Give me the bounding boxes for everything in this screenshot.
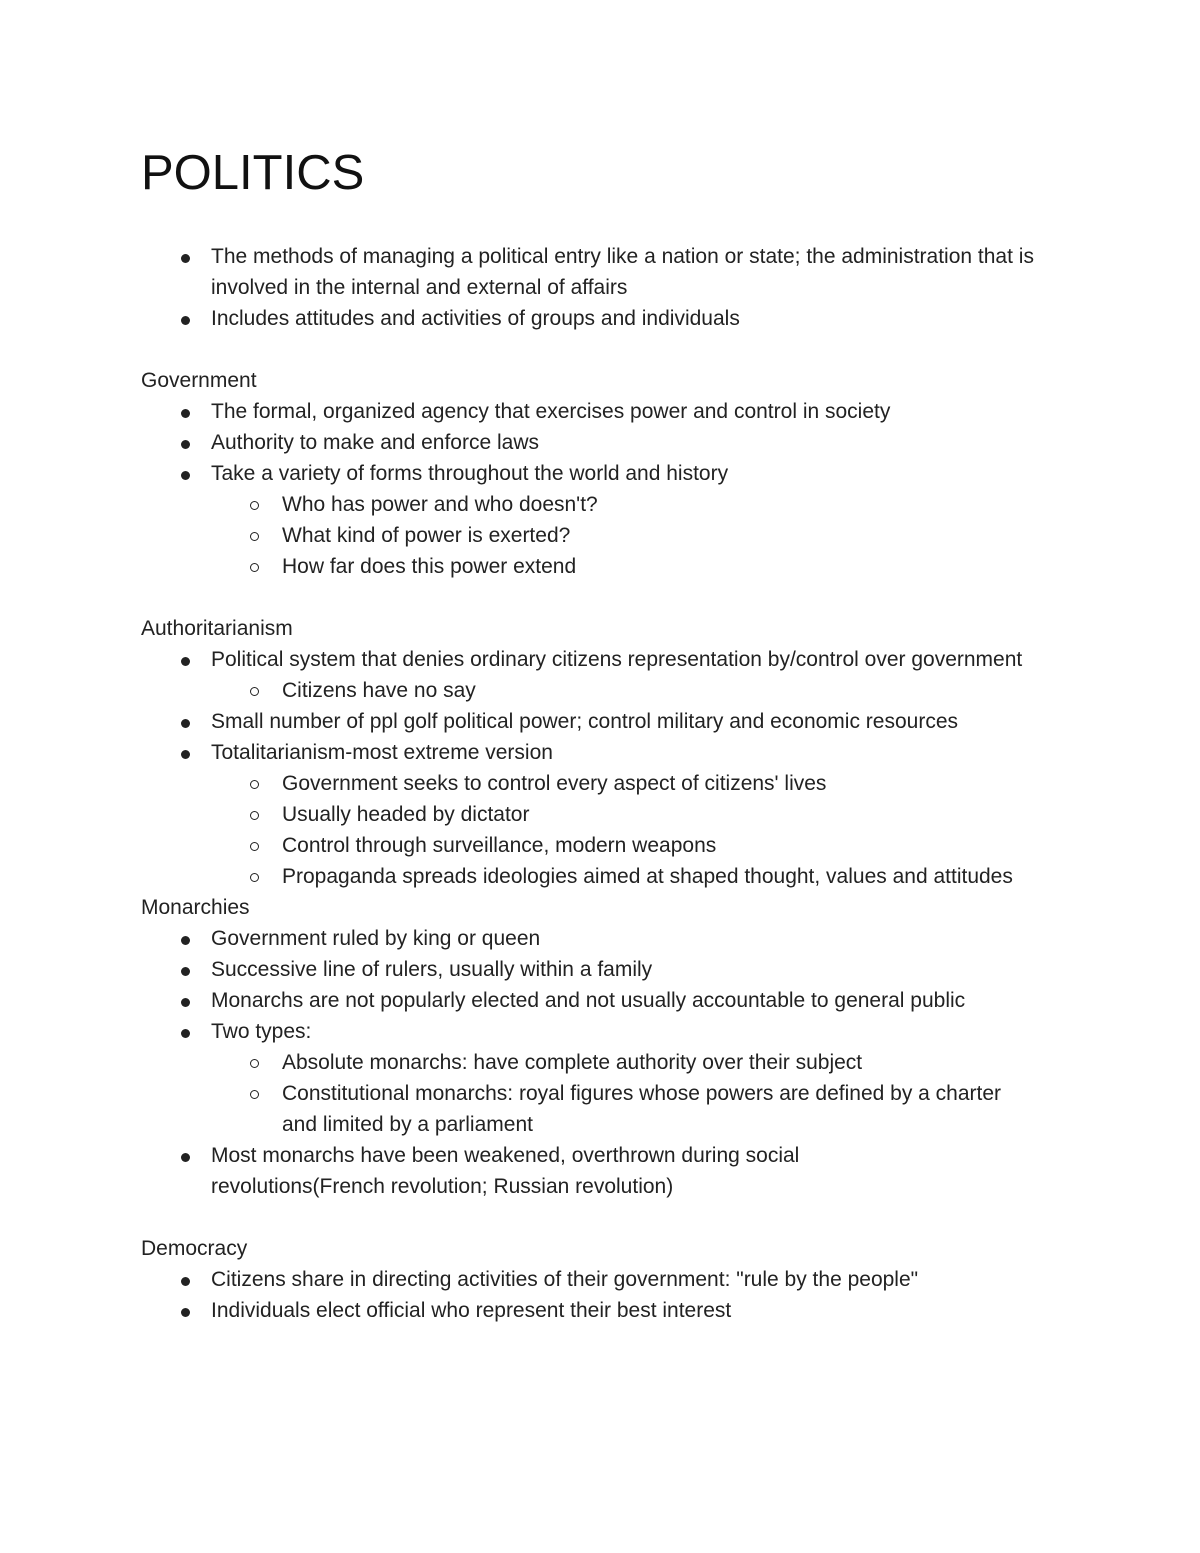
section-heading-government: Government: [141, 369, 257, 392]
spacer: [141, 1202, 1081, 1233]
list-item: Two types:: [141, 1016, 1081, 1047]
monarchies-list: [141, 923, 1081, 1202]
sub-list-item: How far does this power extend: [141, 551, 1081, 582]
document-body: [141, 241, 1081, 1326]
list-item: Totalitarianism-most extreme version: [141, 737, 1081, 768]
sub-list-item: Propaganda spreads ideologies aimed at shaped thought, values and attitudes: [141, 861, 1081, 892]
list-item: Government ruled by king or queen: [141, 923, 1081, 954]
democracy-list: [141, 1264, 1081, 1326]
section-heading-monarchies: Monarchies: [141, 896, 250, 919]
section-heading-democracy: Democracy: [141, 1237, 248, 1260]
sub-list-item: Who has power and who doesn't?: [141, 489, 1081, 520]
sub-list-item: Usually headed by dictator: [141, 799, 1081, 830]
list-item: Citizens share in directing activities of their government: "rule by the people": [141, 1264, 1081, 1295]
sub-list-item: Control through surveillance, modern weapons: [141, 830, 1081, 861]
list-item: The formal, organized agency that exercises power and control in society: [141, 396, 1081, 427]
list-item: Individuals elect official who represent their best interest: [141, 1295, 1081, 1326]
list-item: Monarchs are not popularly elected and not usually accountable to general public: [141, 985, 1081, 1016]
list-item: Take a variety of forms throughout the world and history: [141, 458, 1081, 489]
government-list: [141, 396, 1081, 582]
sub-list-item: What kind of power is exerted?: [141, 520, 1081, 551]
sub-list-item: Government seeks to control every aspect of citizens' lives: [141, 768, 1081, 799]
list-item: Small number of ppl golf political power; control military and economic resources: [141, 706, 1081, 737]
list-item: Successive line of rulers, usually within a family: [141, 954, 1081, 985]
spacer: [141, 582, 1081, 613]
list-item: The methods of managing a political entry like a nation or state; the administration that is involved in the internal and external of affairs: [141, 241, 1081, 303]
list-item: Political system that denies ordinary citizens representation by/control over government: [141, 644, 1081, 675]
list-item: Authority to make and enforce laws: [141, 427, 1081, 458]
sub-list-item: Absolute monarchs: have complete authority over their subject: [141, 1047, 1081, 1078]
sub-list-item: Constitutional monarchs: royal figures whose powers are defined by a charter and limited by a parliament: [141, 1078, 1081, 1140]
list-item: Most monarchs have been weakened, overthrown during social revolutions(French revolution; Russian revolution): [141, 1140, 1081, 1202]
spacer: [141, 334, 1081, 365]
authoritarianism-list: [141, 644, 1081, 892]
section-heading-authoritarianism: Authoritarianism: [141, 617, 293, 640]
page-title: POLITICS: [141, 146, 365, 200]
intro-list: [141, 241, 1081, 334]
list-item: Includes attitudes and activities of groups and individuals: [141, 303, 1081, 334]
sub-list-item: Citizens have no say: [141, 675, 1081, 706]
